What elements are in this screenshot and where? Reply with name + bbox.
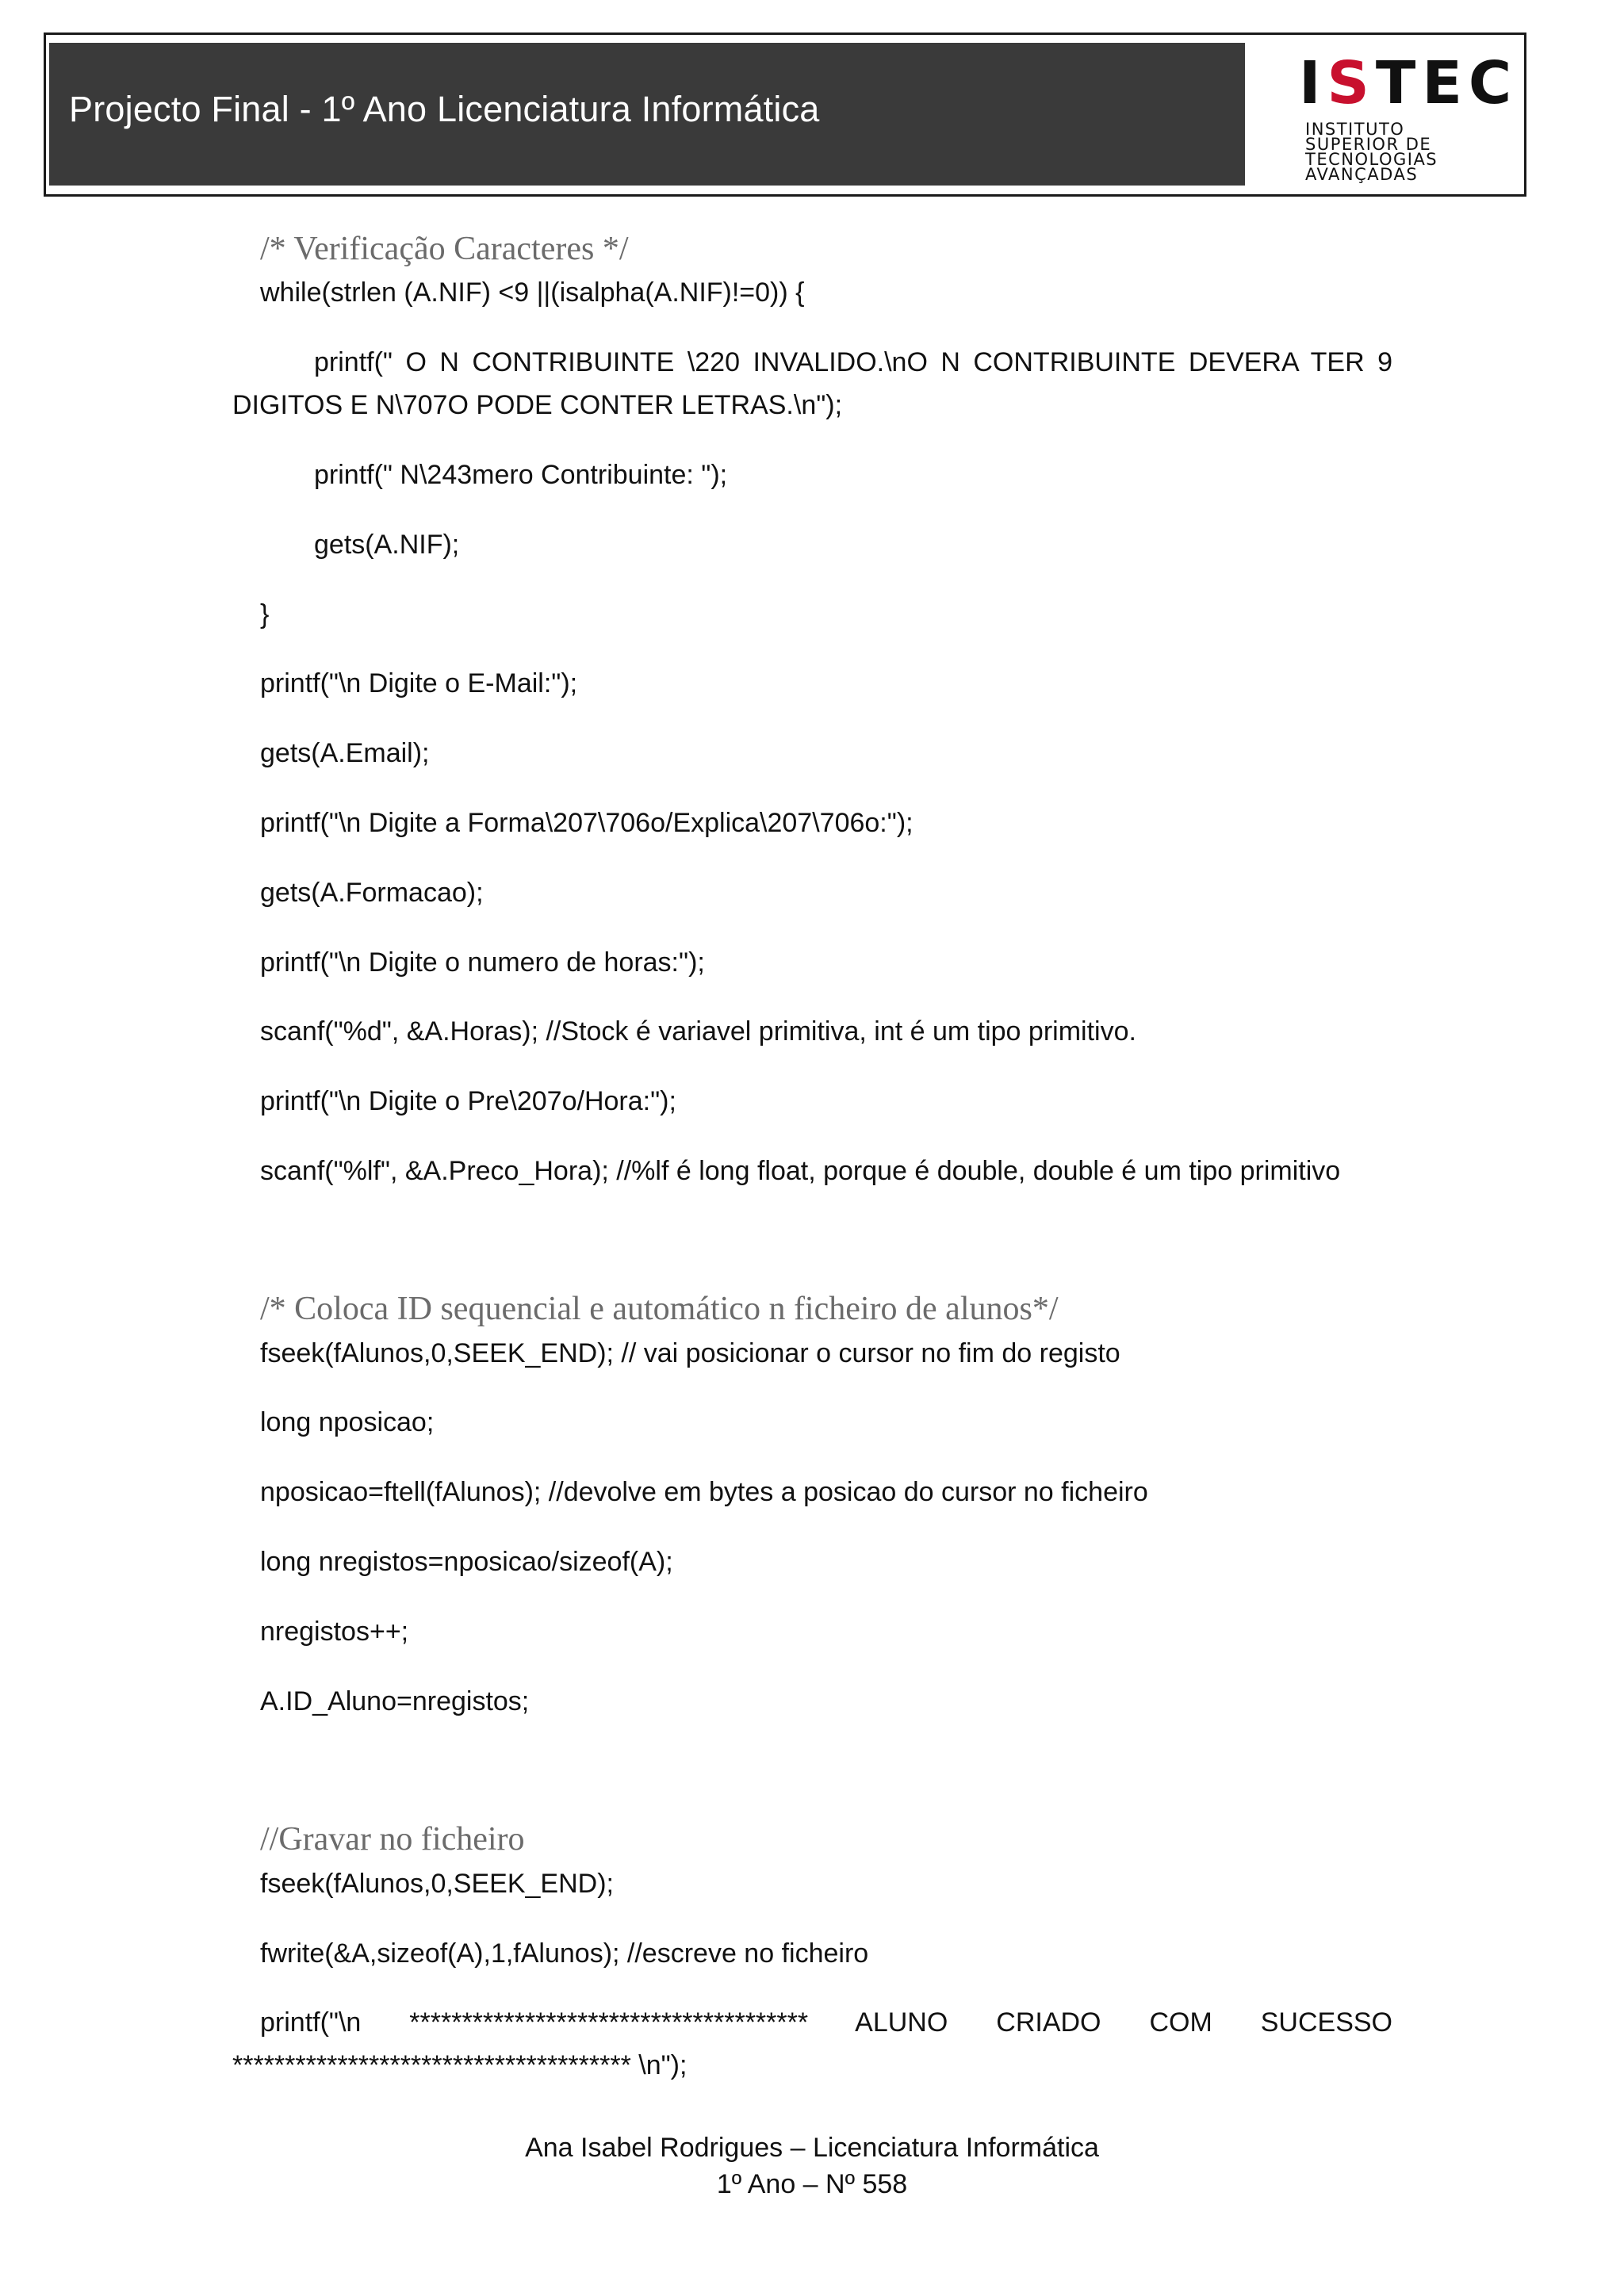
code-line: scanf("%d", &A.Horas); //Stock é variavel primitiva, int é um tipo primitivo.	[260, 1016, 1136, 1047]
code-line: A.ID_Aluno=nregistos;	[260, 1686, 530, 1716]
istec-logo	[1299, 49, 1519, 188]
code-line: scanf("%lf", &A.Preco_Hora); //%lf é long float, porque é double, double é um tipo primitivo	[260, 1156, 1341, 1186]
section-comment: /* Coloca ID sequencial e automático n ficheiro de alunos*/	[260, 1291, 1059, 1327]
footer-author: Ana Isabel Rodrigues – Licenciatura Informática	[525, 2133, 1099, 2163]
footer-student-number: 1º Ano – Nº 558	[716, 2169, 908, 2199]
code-line: long nposicao;	[260, 1407, 435, 1437]
code-line: fseek(fAlunos,0,SEEK_END); // vai posicionar o cursor no fim do registo	[260, 1338, 1120, 1368]
code-line: gets(A.Formacao);	[260, 878, 484, 908]
code-line: nposicao=ftell(fAlunos); //devolve em bytes a posicao do cursor no ficheiro	[260, 1477, 1148, 1507]
logo-text: INSTITUTO SUPERIOR DE TECNOLOGIAS AVANÇADAS	[1305, 120, 1438, 184]
code-line: fseek(fAlunos,0,SEEK_END);	[260, 1869, 614, 1899]
code-line: DIGITOS E N\707O PODE CONTER LETRAS.\n");	[232, 390, 843, 420]
code-line: nregistos++;	[260, 1617, 409, 1647]
section-comment: /* Verificação Caracteres */	[260, 231, 629, 267]
code-line: while(strlen (A.NIF) <9 ||(isalpha(A.NIF)!=0)) {	[260, 277, 805, 308]
code-line: long nregistos=nposicao/sizeof(A);	[260, 1547, 673, 1577]
code-line: printf("\n Digite a Forma\207\706o/Explica\207\706o:");	[260, 808, 914, 838]
code-line: fwrite(&A,sizeof(A),1,fAlunos); //escreve no ficheiro	[260, 1938, 869, 1969]
code-line: gets(A.NIF);	[314, 530, 460, 560]
code-line: printf("\n Digite o Pre\207o/Hora:");	[260, 1086, 676, 1116]
section-comment: //Gravar no ficheiro	[260, 1821, 525, 1858]
code-line: gets(A.Email);	[260, 738, 430, 768]
code-line: printf("\n Digite o numero de horas:");	[260, 947, 705, 978]
code-line: printf(" O N CONTRIBUINTE \220 INVALIDO.\nO N CONTRIBUINTE DEVERA TER 9	[314, 347, 1392, 377]
logo-mark: ISTEC	[1299, 49, 1519, 117]
code-line: printf("\n ************************************** ALUNO CRIADO COM SUCESSO	[260, 2007, 1392, 2038]
code-line: ************************************** \n");	[232, 2050, 688, 2080]
code-line: }	[260, 599, 270, 629]
code-line: printf(" N\243mero Contribuinte: ");	[314, 460, 728, 490]
code-line: printf("\n Digite o E-Mail:");	[260, 668, 578, 698]
document-title: Projecto Final - 1º Ano Licenciatura Informática	[69, 89, 820, 129]
